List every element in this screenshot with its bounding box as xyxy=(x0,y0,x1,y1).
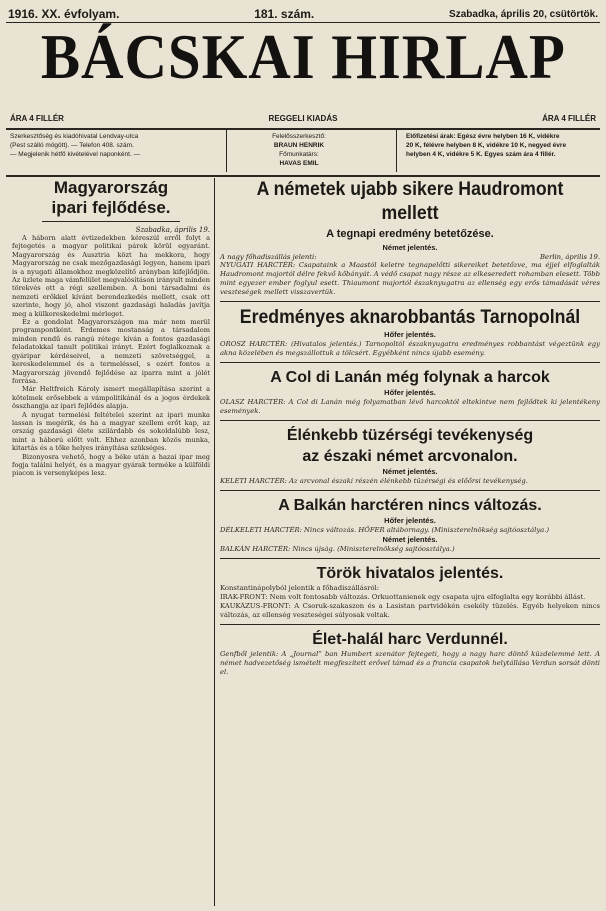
section-rule xyxy=(220,490,600,491)
price-line xyxy=(10,114,596,126)
subhead-haudromont: A tegnapi eredmény betetőzése. xyxy=(326,228,494,240)
editor-info xyxy=(234,132,364,168)
article-body: OROSZ HARCTÉR: (Hivatalos jelentés.) Tarnopoltól északnyugatra eredményes robbantást végeztünk egy akna közelében és megszállottuk a tölcsért. Egyébként nincs újabb esemény. xyxy=(220,340,600,357)
section-rule xyxy=(220,558,600,559)
paragraph: Bizonyosra vehető, hogy a béke után a hazai ipar meg fogja találni helyét, és a magyar gyárak terméke a külföldi piacon is versenyképes lesz. xyxy=(12,452,210,478)
info-bottom-rule xyxy=(6,175,600,177)
headline-turkish-report: Török hivatalos jelentés. xyxy=(316,565,504,582)
column-divider xyxy=(214,178,215,906)
section-rule xyxy=(220,362,600,363)
edition-label: REGGELI KIADÁS xyxy=(268,114,338,123)
source-label: Hőfer jelentés. xyxy=(384,330,436,339)
headline-verdun: Élet-halál harc Verdunnél. xyxy=(312,631,508,648)
headline-line: Élénkebb tüzérségi tevékenység xyxy=(286,427,534,444)
source-label: Német jelentés. xyxy=(382,467,438,476)
issue-date: Szabadka, április 20, csütörtök. xyxy=(449,8,598,20)
issue-volume: 1916. XX. évfolyam. xyxy=(8,7,120,21)
publisher-line: (Pest szálló mögött). — Telefon 408. szám. xyxy=(10,142,134,149)
paragraph: Már Heltfreich Károly ismert megállapítása szerint a kötelmek erősebbek a vámpolitikánál és a jogos érdekek összhangja az ipari fejlődés alapja. xyxy=(12,385,210,411)
paragraph: A háborn alatt évtizedekben kéreszúl erről folyt a fejtegetés a magyar politikai párok körül egyaránt. Magyarország és Ausztria közt ha mekkora, hogy Magyarország ne csak mezőgazdasági legyen, hanem ipari is a nyugati államokhoz megközelítő arányban kifejlődjön. Az üzlete maga vámfelület megvalósításon irányult minden törekvés ott a régi szellemben. A boni társadalmi és nemzeti erőkkel kívánt berendezkedés mellett, csak ott szerinte, hogy jó, ahol viszont gazdasági haladás javítja meg a külkereskedelmi mérleget. xyxy=(12,234,210,318)
info-divider xyxy=(396,130,397,172)
article-body: OLASZ HARCTÉR: A Col di Lanán még folyamatban lévő harcoktól eltekintve nem fejlődtek ki jelentékeny események. xyxy=(220,398,600,415)
source-label: Német jelentés. xyxy=(382,535,438,544)
issue-number: 181. szám. xyxy=(254,7,315,21)
editor-line: Főmunkatárs: xyxy=(279,151,319,158)
info-divider xyxy=(226,130,227,172)
title-rule xyxy=(42,221,180,222)
article-body: Genfből jelentik: A „Journal” ban Humbert szenátor fejtegeti, hogy a nagy harc döntő küzdelemmé lett. A német hadvezetőség ismételt megfeszített erővel támad és a francia csapatok helytállása Verdun sorsát dönti el. xyxy=(220,650,600,676)
subscription-line: helyben 4 K, vidékre 5 K. Egyes szám ára 4 fillér. xyxy=(406,151,556,158)
subscription-info xyxy=(406,132,606,159)
headline-line: az északi német arcvonalon. xyxy=(302,448,518,465)
section-rule xyxy=(220,420,600,421)
title-line: ipari fejlődése. xyxy=(51,198,171,217)
paragraph: Ez a gondolat Magyarországon ma már nem merül programpontként. Érdemes mostanság a társadalom minden rendű és rangú rétege kíván a fontos gazdasági feladatokkal tanult politikai irányt. Ezért foglalkoznak a gyáripar kérdéseivel, a nemzeti szövetséggel, a kereskedelemmel és a termeléssel, s ezért fontos a Magyarország jövendő fejlődése az iparra mint a jólét forrása. xyxy=(12,318,210,385)
newspaper-title: BÁCSKAI HIRLAP xyxy=(40,21,566,92)
price-left: ÁRA 4 FILLÉR xyxy=(10,114,64,123)
report-meta xyxy=(220,253,600,261)
left-article-title xyxy=(12,178,210,218)
article-body: IRAK-FRONT: Nem volt fontosabb változás. Orkuottanienek egy csapata ujra elfoglalta egy korábbi állást. xyxy=(220,593,586,601)
headline-haudromont: A németek ujabb sikere Haudromont mellett xyxy=(256,179,564,224)
headline-col-di-lana: A Col di Lanán még folynak a harcok xyxy=(270,369,550,386)
report-date: Berlin, április 19. xyxy=(540,253,600,261)
headline-balkan: A Balkán harctéren nincs változás. xyxy=(278,497,542,514)
price-right: ÁRA 4 FILLÉR xyxy=(542,114,596,123)
paragraph: A nyugat termelési feltételei szerint az ipari munka lassan is megérik, és ha a magyar szellem erőt kap, az ország gazdasági élete szilárdabb és sokoldalúbb lesz, mint a háború előtt volt. Ehhez azonban közös munka, kitartás és a tőke helyes irányítása szükséges. xyxy=(12,410,210,453)
publisher-line: Szerkesztőség és kiadóhivatal Lendvay-utca xyxy=(10,133,139,140)
publisher-line: — Megjelenik hétfő kivételével naponként. — xyxy=(10,151,141,158)
title-line: Magyarország xyxy=(53,178,169,197)
issue-line xyxy=(8,6,598,22)
masthead xyxy=(0,22,606,92)
war-news-column xyxy=(220,178,600,677)
headline-artillery xyxy=(220,425,600,467)
left-article xyxy=(12,178,210,478)
source-label: Hőfer jelentés. xyxy=(384,388,436,397)
subscription-line: Előfizetési árak: Egész évre helyben 16 K, vidékre xyxy=(406,133,560,140)
publisher-info xyxy=(10,132,190,159)
info-bar xyxy=(6,130,600,174)
section-rule xyxy=(220,301,600,302)
source-label: Német jelentés. xyxy=(382,243,438,252)
editor-name: BRAUN HENRIK xyxy=(273,142,325,149)
article-body: KAUKÁZUS-FRONT: A Csoruk-szakaszon és a Lasistan partvidékén csekély tüzelés. Egyéb helyeken nincs változás, az ellenség veszteségei súlyosak voltak. xyxy=(220,602,600,619)
report-meta: Konstantinápolyból jelentik a főhadiszállásról: xyxy=(220,584,380,592)
subscription-line: 20 K, félévre helyben 8 K, vidékre 10 K, negyed évre xyxy=(406,142,567,149)
coeditor-name: HAVAS EMIL xyxy=(279,160,319,167)
article-body: KELETI HARCTÉR: Az arcvonal északi részén élénkebb tüzérségi és előőrsi tevékenység. xyxy=(220,477,528,485)
section-rule xyxy=(220,624,600,625)
article-body: BALKÁN HARCTÉR: Nincs újság. (Miniszterelnökség sajtóosztálya.) xyxy=(220,545,455,553)
editor-line: Felelősszerkesztő: xyxy=(272,133,326,140)
headline-tarnopol: Eredményes aknarobbantás Tarnopolnál xyxy=(239,307,581,328)
dateline: Szabadka, április 19. xyxy=(135,226,210,234)
article-body: NYUGATI HARCTÉR: Csapataink a Maastól keletre tegnapelőtti sikereiket betetőzve, ma éjjel elfoglalták Haudromont majortól délre fekvő kőbányát. A védő csapat nagy része az elkeseredett rohamban elesett. Több mint egyezer ember foglyul esett. Thiaumont majortól északnyugatra az ellenség egy erős támadását véres veszteségek mellett visszavertük. xyxy=(220,261,600,296)
report-origin: A nagy főhadiszállás jelenti: xyxy=(220,253,317,261)
article-body: DÉLKELETI HARCTÉR: Nincs változás. HÖFER altábornagy. (Miniszterelnökség sajtóosztálya.) xyxy=(220,526,550,534)
source-label: Hőfer jelentés. xyxy=(384,516,436,525)
